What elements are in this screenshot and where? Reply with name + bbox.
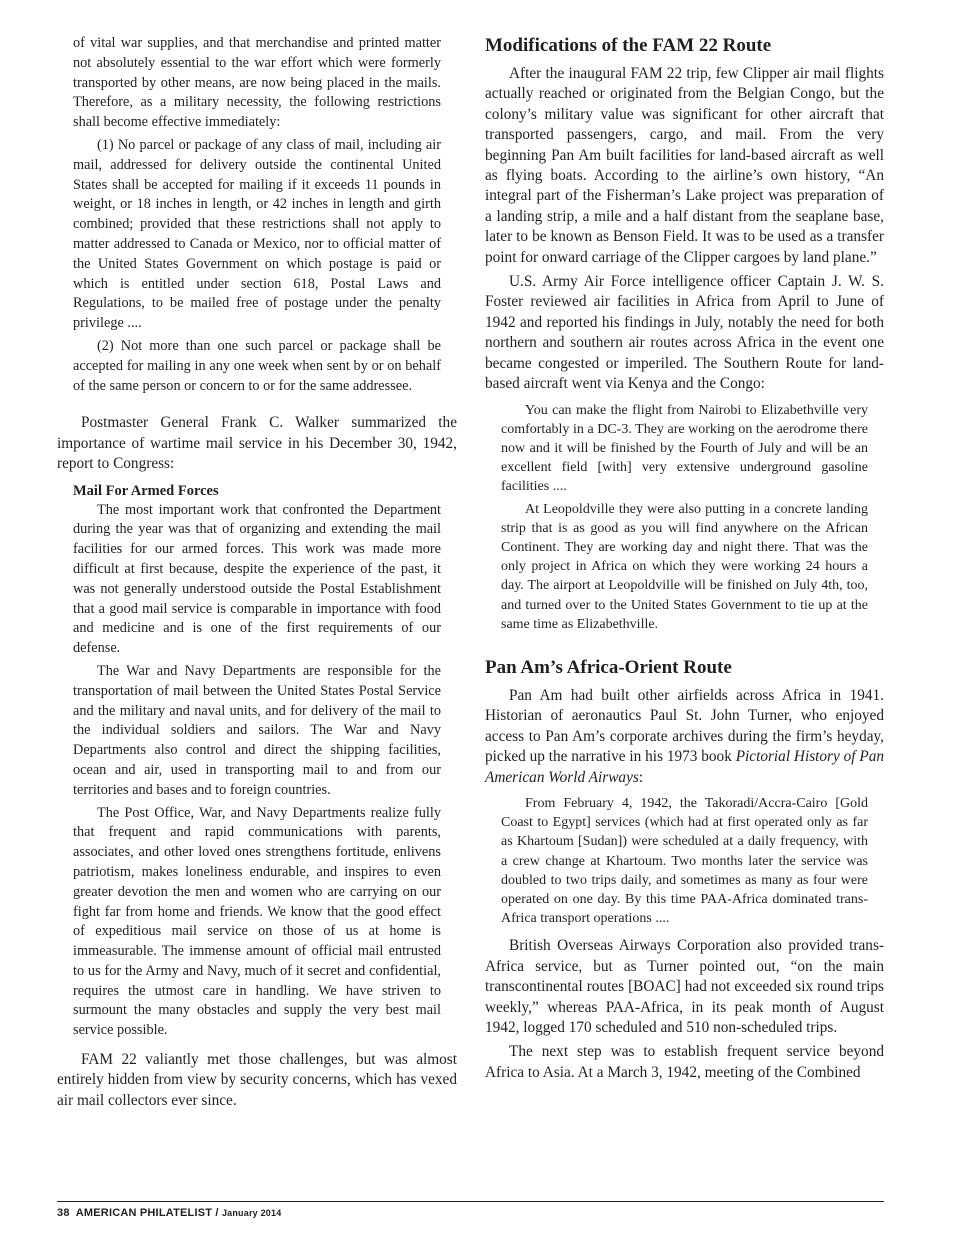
footer-rule xyxy=(57,1201,884,1202)
body-paragraph: U.S. Army Air Force intelligence officer Captain J. W. S. Foster reviewed air facilities in Africa from April to June of 1942 and reported his findings in July, notably the need for both northern and southern air routes across Africa in the event one became congested or imperiled. The Southern Route for land-based aircraft went via Kenya and the Congo: xyxy=(485,273,884,393)
text-run: Pan Am had built other airfields across Africa in 1941. Historian of aeronautics Paul St. John Turner, who enjoyed access to Pan Am’s corporate archives during the firm’s heyday, picked up the narrative in his 1973 book xyxy=(485,686,884,766)
walker-report-quote xyxy=(57,481,457,1042)
section-heading: Modifications of the FAM 22 Route xyxy=(485,35,772,56)
body-paragraph: After the inaugural FAM 22 trip, few Clipper air mail flights actually reached or originated from the Belgian Congo, but the colony’s military value was significant for other aircraft that transported passengers, cargo, and mail. From the very beginning Pan Am built facilities for land-based aircraft as well as flying boats. According to the airline’s own history, “An integral part of the Fisherman’s Lake project was preparation of a landing strip, a mile and a half distant from the seaplane base, later to be known as Benson Field. It was to be used as a transfer point for onward carriage of the Clipper cargoes by land plane.” xyxy=(485,65,884,266)
body-paragraph: Postmaster General Frank C. Walker summarized the importance of wartime mail service in his December 30, 1942, report to Congress: xyxy=(57,414,457,473)
quote-paragraph: From February 4, 1942, the Takoradi/Accra-Cairo [Gold Coast to Egypt] services (which had at first operated only as far as Khartoum [Sudan]) were scheduled at a daily frequency, with a crew change at Khartoum. Two months later the service was doubled to two trips daily, and sometimes as many as four were operated on one day. By this time PAA-Africa dominated trans-Africa transport operations .... xyxy=(501,795,868,927)
turner-quote xyxy=(485,794,884,928)
magazine-name: AMERICAN PHILATELIST xyxy=(75,1207,213,1219)
text-run: : xyxy=(638,768,644,786)
quote-paragraph: (1) No parcel or package of any class of mail, including air mail, addressed for delivery outside the continental United States shall be accepted for mailing if it exceeds 11 pounds in weight, or 18 inches in length, or 42 inches in length and girth combined; provided that these restrictions shall not apply to matter addressed to Canada or Mexico, nor to official matter of the United States Government on which postage is paid or which is entitled under section 618, Postal Laws and Regulations, to be mailed free of postage under the penalty privilege .... xyxy=(73,136,441,332)
body-paragraph: FAM 22 valiantly met those challenges, but was almost entirely hidden from view by security concerns, which has vexed air mail collectors ever since. xyxy=(57,1051,457,1109)
body-paragraph xyxy=(485,686,884,788)
quote-paragraph: You can make the flight from Nairobi to Elizabethville very comfortably in a DC-3. They are working on the aerodrome there now and it will be finished by the Fourth of July and will be an excellent field [with] very extensive underground gasoline facilities .... xyxy=(501,402,868,495)
foster-quote xyxy=(485,401,884,634)
footer-separator: / xyxy=(215,1207,219,1219)
page-footer xyxy=(57,1207,281,1219)
quote-subheading: Mail For Armed Forces xyxy=(73,482,219,499)
issue-date: January 2014 xyxy=(221,1208,282,1218)
body-paragraph: The next step was to establish frequent service beyond Africa to Asia. At a March 3, 1942, meeting of the Combined xyxy=(485,1043,884,1081)
quote-paragraph: The Post Office, War, and Navy Departments realize fully that frequent and rapid communications with parents, associates, and other loved ones strengthens fortitude, enlivens patriotism, makes loneliness endurable, and inspires to even greater devotion the men and women who are carrying on our fight far from home and friends. We know that the good effect of expeditious mail service on those of us at home is immeasurable. The immense amount of official mail entrusted to us for the Army and Navy, much of it secret and confidential, requires the utmost care in handling. We have striven to surmount the many obstacles and supply the very best mail service possible. xyxy=(73,804,441,1039)
quote-paragraph: (2) Not more than one such parcel or package shall be accepted for mailing in any one week when sent by or on behalf of the same person or concern to or for the same addressee. xyxy=(73,337,441,394)
book-title: Pictorial History of Pan American World Airways xyxy=(485,748,884,786)
page-number: 38 xyxy=(57,1207,70,1219)
quote-paragraph: The most important work that confronted the Department during the year was that of organizing and extending the mail facilities for our armed forces. This work was made more difficult at first because, despite the experience of the past, it was not generally understood outside the Postal Establishment that a good mail service is comparable in importance with food and medicine and is one of the first requirements of our defense. xyxy=(73,501,441,657)
quote-paragraph: At Leopoldville they were also putting in a concrete landing strip that is as good as you will find anywhere on the African Continent. They are working day and night there. That was the only project in Africa on which they were working 24 hours a day. The airport at Leopoldville will be finished on July 4th, too, and turned over to the United States Government to tie up at the same time as Elizabethville. xyxy=(501,501,868,632)
quote-paragraph: of vital war supplies, and that merchandise and printed matter not absolutely essential to the war effort which were formerly transported by other means, are now being placed in the mails. Therefore, as a military necessity, the following restrictions shall become effective immediately: xyxy=(73,35,441,131)
right-column xyxy=(485,34,884,1087)
section-heading: Pan Am’s Africa-Orient Route xyxy=(485,656,732,678)
restrictions-quote xyxy=(57,34,457,396)
left-column xyxy=(57,34,457,1115)
quote-paragraph: The War and Navy Departments are responsible for the transportation of mail between the United States Postal Service and the military and naval units, and for delivery of the mail to the individual soldiers and sailors. The War and Navy Departments also control and direct the shipping facilities, ocean and air, used in transporting mail to and from our territories and bases and to foreign countries. xyxy=(73,662,441,798)
body-paragraph: British Overseas Airways Corporation also provided trans-Africa service, but as Turner pointed out, “on the main transcontinental routes [BOAC] had not exceeded six round trips weekly,” whereas PAA-Africa, in its peak month of August 1942, logged 170 scheduled and 510 non-scheduled trips. xyxy=(485,937,884,1037)
